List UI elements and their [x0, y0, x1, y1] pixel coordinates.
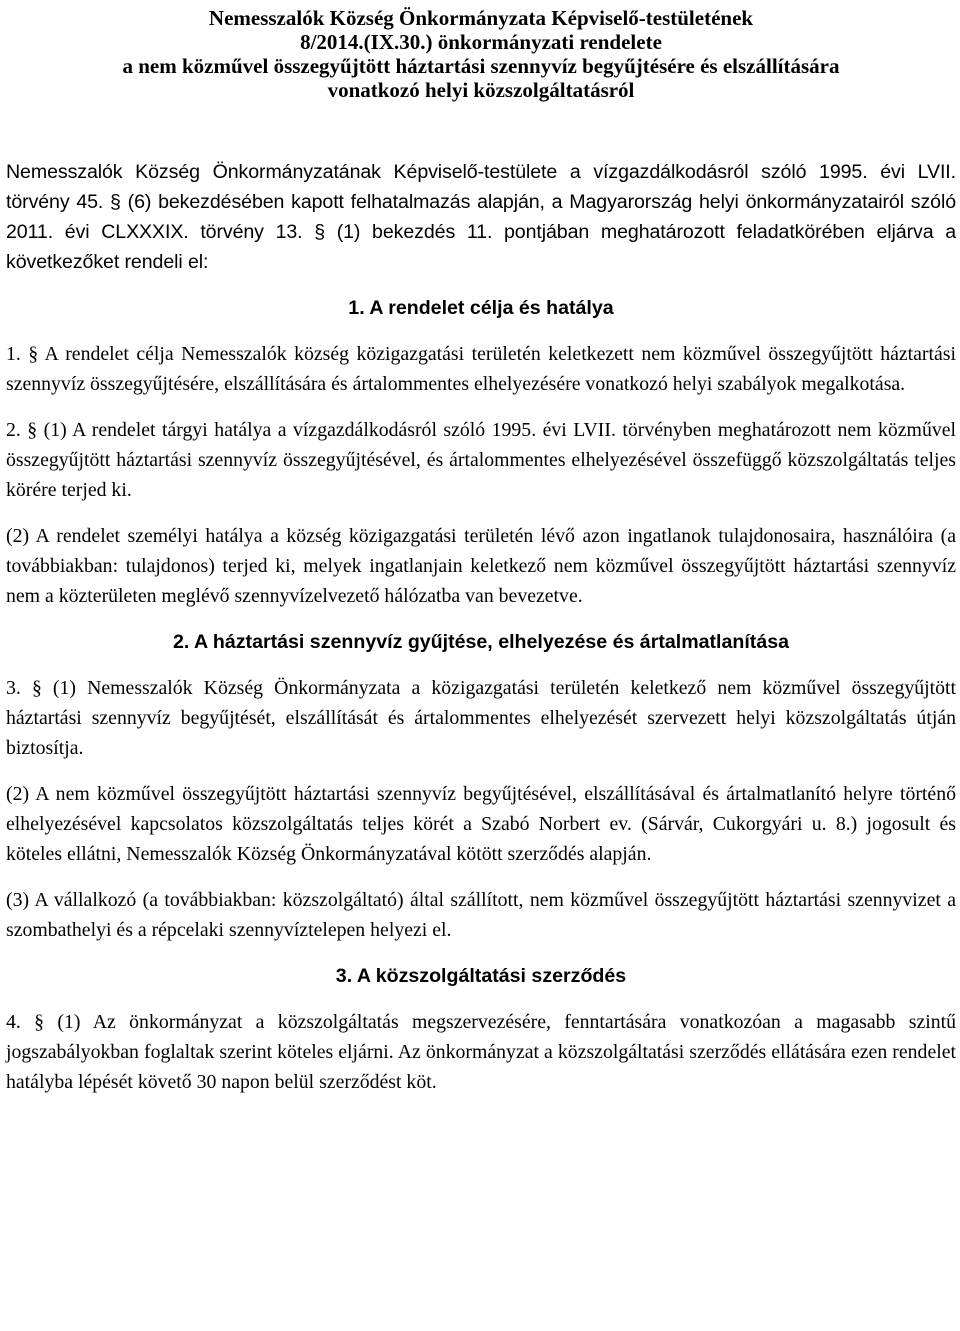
- paragraph-1: 1. § A rendelet célja Nemesszalók község közigazgatási területén keletkezett nem közművel összegyűjtött háztartási szennyvíz összegyűjtésére, elszállítására és ártalommentes elhelyezésére vonatkozó helyi szabályok megalkotása.: [6, 343, 956, 395]
- title-line-2: 8/2014.(IX.30.) önkormányzati rendelete: [300, 30, 662, 54]
- paragraph-3-1: 3. § (1) Nemesszalók Község Önkormányzata a közigazgatási területén keletkező nem közművel összegyűjtött háztartási szennyvíz begyűjtését, elszállítását és ártalommentes elhelyezését szervezett helyi közszolgáltatás útján biztosítja.: [6, 677, 956, 759]
- document-title: [6, 6, 956, 102]
- title-line-4: vonatkozó helyi közszolgáltatásról: [327, 78, 635, 102]
- paragraph-4-1: 4. § (1) Az önkormányzat a közszolgáltatás megszervezésére, fenntartására vonatkozóan a magasabb szintű jogszabályokban foglaltak szerint köteles eljárni. Az önkormányzat a közszolgáltatási szerződés ellátására ezen rendelet hatályba lépését követő 30 napon belül szerződést köt.: [6, 1011, 956, 1093]
- document-page: [6, 6, 956, 1097]
- paragraph-2-2: (2) A rendelet személyi hatálya a község közigazgatási területén lévő azon ingatlanok tulajdonosaira, használóira (a továbbiakban: tulajdonos) terjed ki, melyek ingatlanjain keletkező nem közművel összegyűjtött háztartási szennyvíz nem a közterületen meglévő szennyvízelvezető hálózatba van bevezetve.: [6, 525, 956, 607]
- section-3-heading: 3. A közszolgáltatási szerződés: [335, 965, 627, 987]
- title-line-1: Nemesszalók Község Önkormányzata Képviselő-testületének: [208, 6, 754, 30]
- title-line-3: a nem közművel összegyűjtött háztartási szennyvíz begyűjtésére és elszállítására: [122, 54, 840, 78]
- paragraph-3-3: (3) A vállalkozó (a továbbiakban: közszolgáltató) által szállított, nem közművel összegyűjtött háztartási szennyvizet a szombathelyi és a répcelaki szennyvíztelepen helyezi el.: [6, 889, 956, 941]
- paragraph-3-2: (2) A nem közművel összegyűjtött háztartási szennyvíz begyűjtésével, elszállításával és ártalmatlanító helyre történő elhelyezésével kapcsolatos közszolgáltatás teljes körét a Szabó Norbert ev. (Sárvár, Cukorgyári u. 8.) jogosult és köteles ellátni, Nemesszalók Község Önkormányzatával kötött szerződés alapján.: [6, 783, 956, 865]
- section-1-heading: 1. A rendelet célja és hatálya: [348, 297, 614, 319]
- paragraph-2-1: 2. § (1) A rendelet tárgyi hatálya a vízgazdálkodásról szóló 1995. évi LVII. törvényben meghatározott nem közművel összegyűjtött háztartási szennyvíz összegyűjtésével, és ártalommentes elhelyezésével összefüggő közszolgáltatás teljes körére terjed ki.: [6, 419, 956, 501]
- preamble: Nemesszalók Község Önkormányzatának Képviselő-testülete a vízgazdálkodásról szóló 1995. évi LVII. törvény 45. § (6) bekezdésében kapott felhatalmazás alapján, a Magyarország helyi önkormányzatairól szóló 2011. évi CLXXXIX. törvény 13. § (1) bekezdés 11. pontjában meghatározott feladatkörében eljárva a következőket rendeli el:: [6, 161, 956, 273]
- section-2-heading: 2. A háztartási szennyvíz gyűjtése, elhelyezése és ártalmatlanítása: [172, 631, 790, 653]
